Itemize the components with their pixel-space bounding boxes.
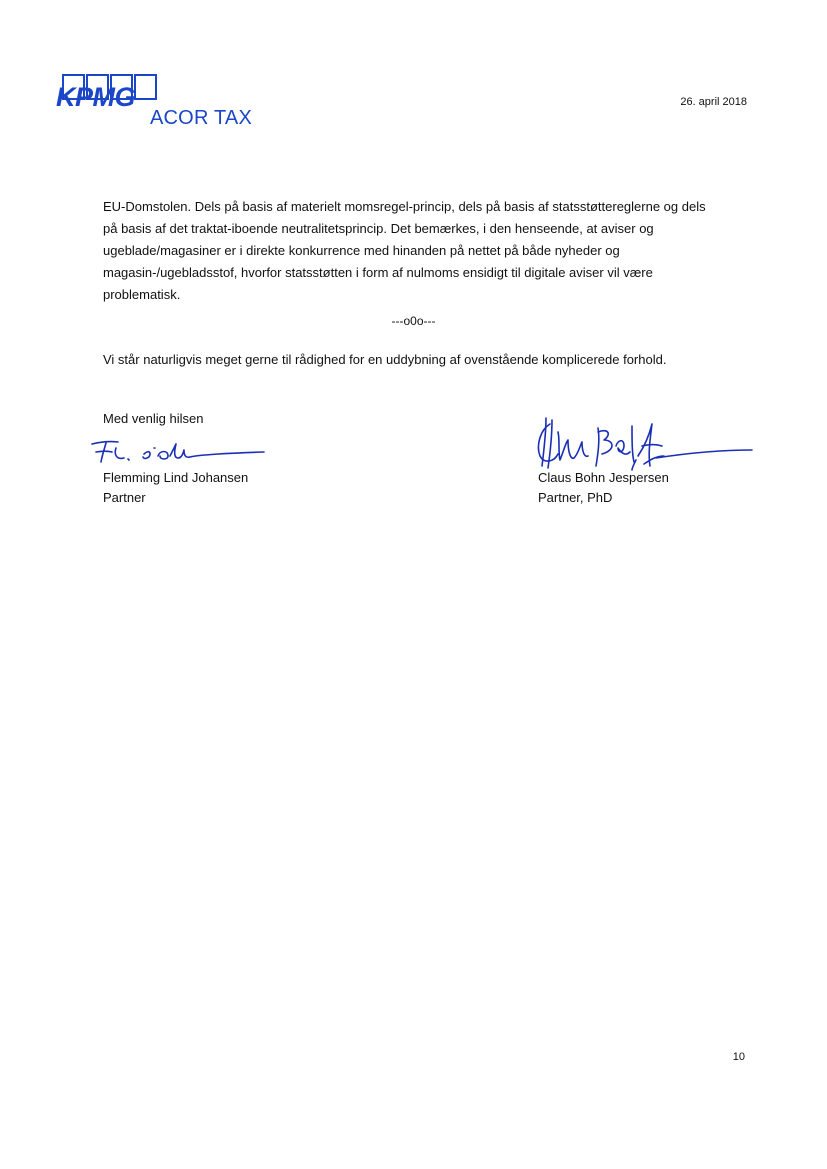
closing-sentence: Vi står naturligvis meget gerne til rådighed for en uddybning af ovenstående komplicerede forhold. — [103, 352, 667, 367]
kpmg-logo — [56, 72, 266, 134]
signatory-right-name: Claus Bohn Jespersen — [538, 470, 669, 485]
logo-acor-tax-text: ACOR TAX — [150, 107, 252, 129]
signatory-left-title: Partner — [103, 490, 146, 505]
signatory-left — [103, 468, 248, 508]
signature-left-icon — [88, 432, 268, 472]
document-date: 26. april 2018 — [680, 96, 747, 108]
signatory-left-name: Flemming Lind Johansen — [103, 470, 249, 485]
signatory-right — [538, 468, 669, 508]
signatory-right-title: Partner, PhD — [538, 490, 613, 505]
logo-kpmg-text: KPMG — [56, 82, 135, 112]
greeting: Med venlig hilsen — [103, 411, 204, 426]
body-paragraph-text: EU-Domstolen. Dels på basis af materielt momsregel-princip, dels på basis af statsstøttereglerne og dels på basis af det traktat-iboende neutralitetsprincip. Det bemærkes, i den henseende, at aviser og ugeblade/magasiner er i direkte konkurrence med hinanden på nettet på både nyheder og magasin-/ugebladsstof, hvorfor statsstøtten i form af nulmoms ensidigt til digitale aviser vil være problematisk. — [103, 199, 706, 302]
section-separator: ---o0o--- — [391, 314, 436, 328]
signature-right-icon — [532, 410, 754, 476]
page-number: 10 — [732, 1051, 745, 1063]
body-paragraph — [103, 196, 715, 306]
